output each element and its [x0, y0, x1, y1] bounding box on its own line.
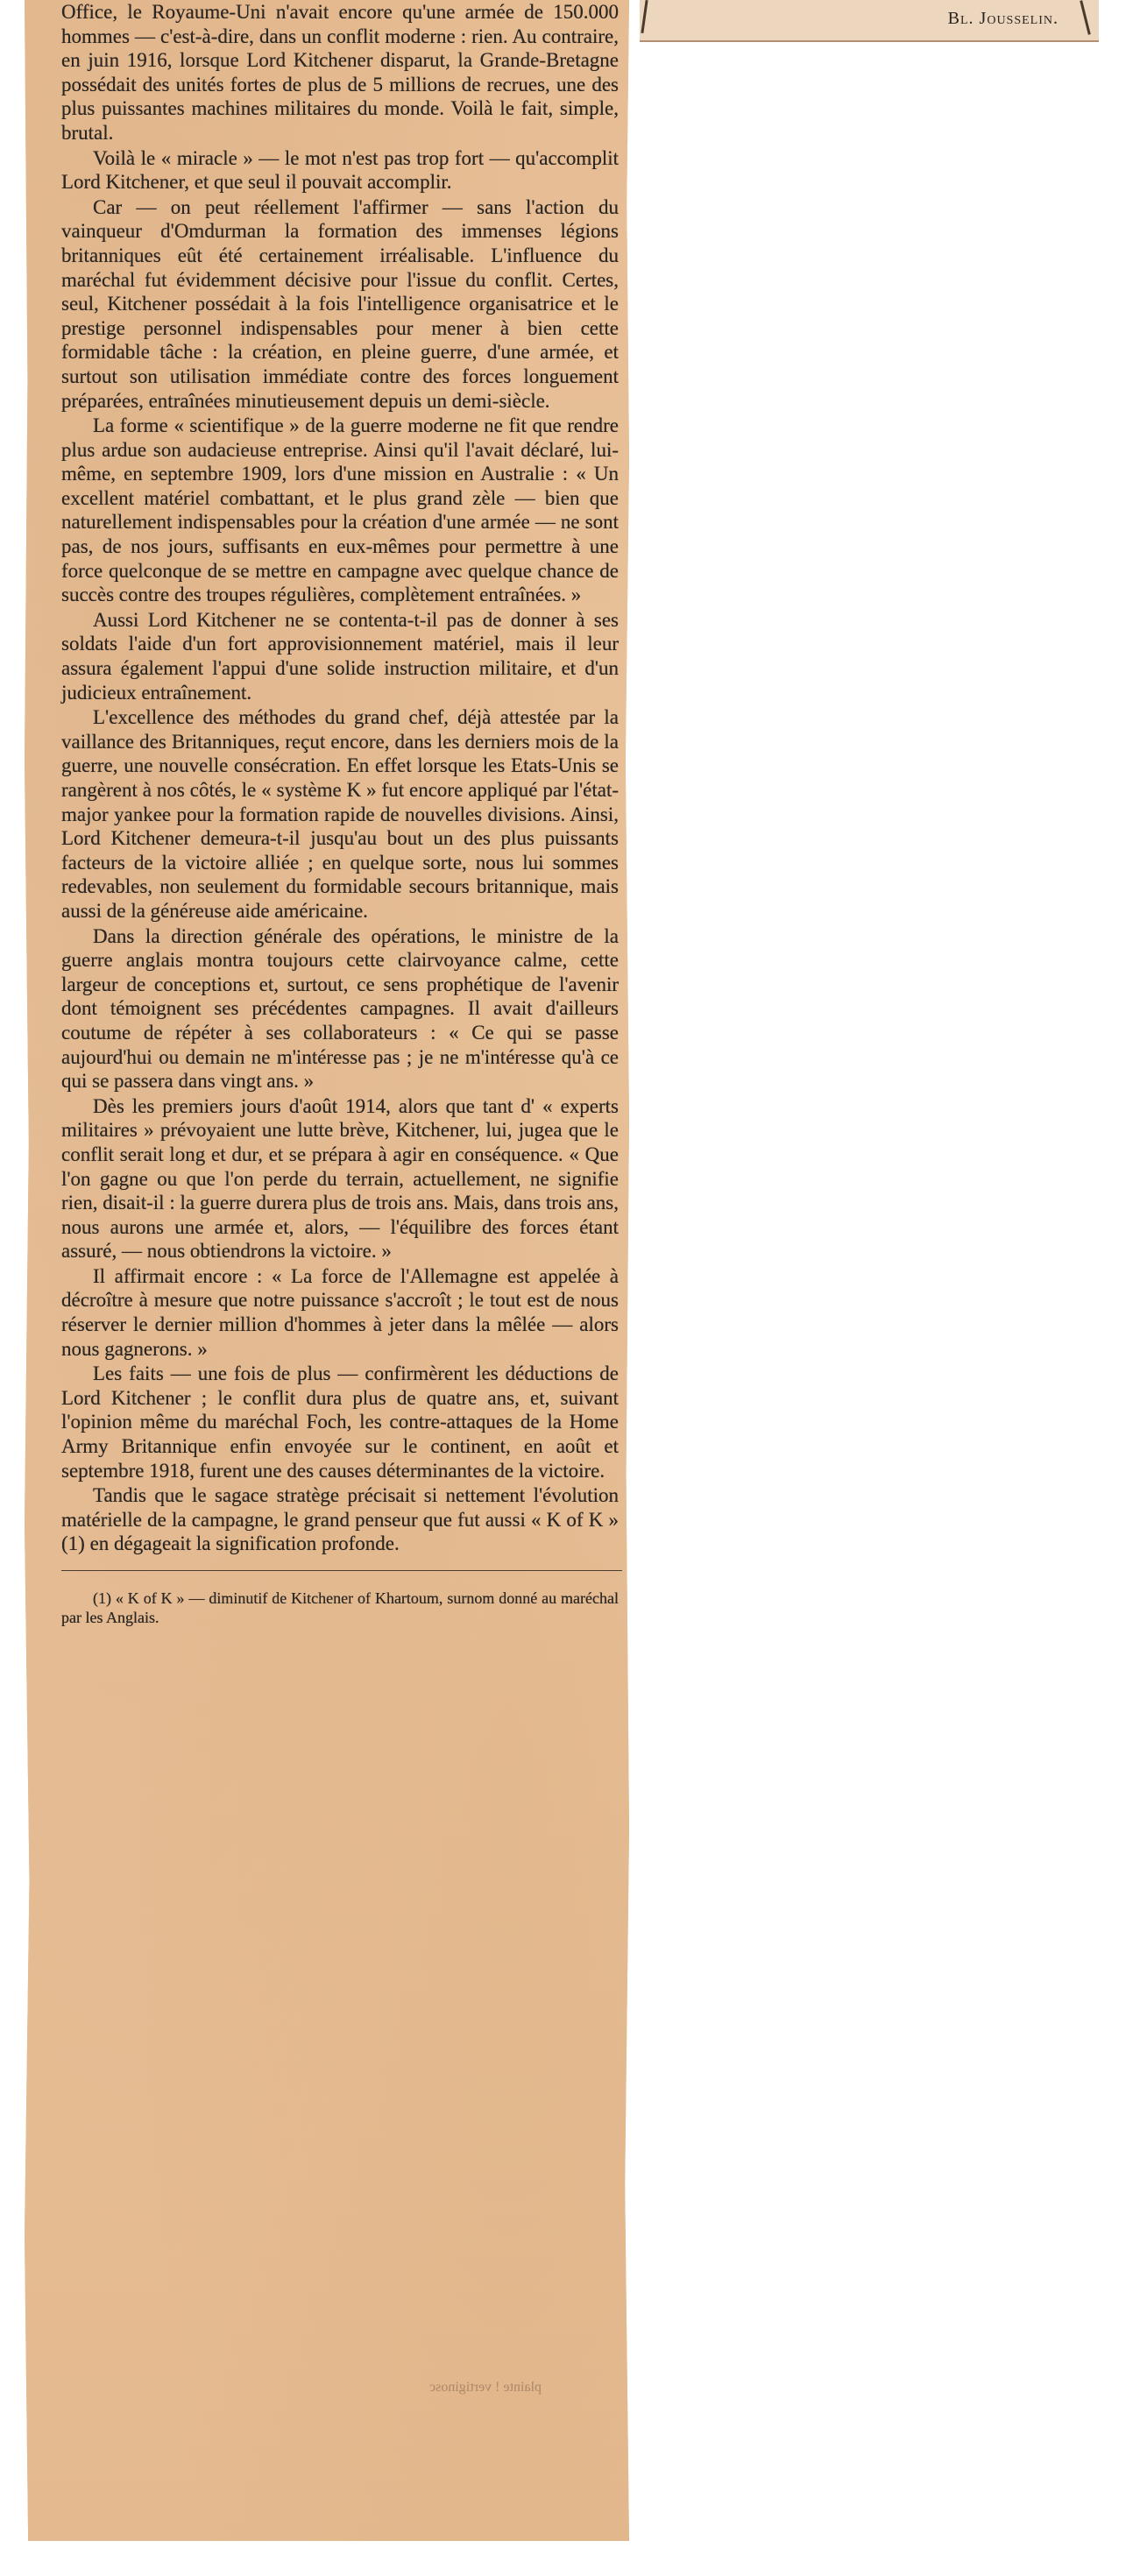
fold-mark	[1080, 0, 1091, 35]
author-signature: Bl. Jousselin.	[947, 9, 1059, 28]
footnote: (1) « K of K » — diminutif de Kitchener of Khartoum, surnom donné au maréchal par les Anglais.	[61, 1589, 619, 1626]
article-paragraph: Tandis que le sagace stratège précisait si nettement l'évolution matérielle de la campagne, le grand penseur que fut aussi « K of K » (1) en dégageait la signification profonde.	[61, 1484, 619, 1555]
article-paragraph: Il affirmait encore : « La force de l'Allemagne est appelée à décroître à mesure que notre puissance s'accroît ; le tout est de nous réserver le dernier million d'hommes à jeter dans la mêlée — alors nous gagnerons. »	[61, 1264, 619, 1360]
article-paragraph: La forme « scientifique » de la guerre moderne ne fit que rendre plus ardue son audacieuse entreprise. Ainsi qu'il l'avait déclaré, lui-même, en septembre 1909, lors d'une mission en Australie : « Un excellent matériel combattant, et le plus grand zèle — bien que naturellement indispensables pour la création d'une armée — ne sont pas, de nos jours, suffisants en eux-mêmes pour permettre à une force quelconque de se mettre en campagne avec quelque chance de succès contre des troupes régulières, complètement entraînées. »	[61, 414, 619, 606]
bleed-through-text: plainte ! vertiginosc	[429, 2380, 542, 2395]
article-paragraph: Dès les premiers jours d'août 1914, alors que tant d' « experts militaires » prévoyaient une lutte brève, Kitchener, lui, jugea que le conflit serait long et dur, et se prépara à agir en conséquence. « Que l'on gagne ou que l'on perde du terrain, actuellement, ne signifie rien, disait-il : la guerre durera plus de trois ans. Mais, dans trois ans, nous aurons une armée et, alors, — l'équilibre des forces étant assuré, — nous obtiendrons la victoire. »	[61, 1094, 619, 1263]
article-paragraph: Aussi Lord Kitchener ne se contenta-t-il pas de donner à ses soldats l'aide d'un fort approvisionnement matériel, mais il leur assura également l'appui d'une solide instruction militaire, et d'un judicieux entraînement.	[61, 608, 619, 704]
article-paragraph: Car — on peut réellement l'affirmer — sans l'action du vainqueur d'Omdurman la formation des immenses légions britanniques eût été certainement irréalisable. L'influence du maréchal fut évidemment décisive pour l'issue du conflit. Certes, seul, Kitchener possédait à la fois l'intelligence organisatrice et le prestige personnel indispensables pour mener à bien cette formidable tâche : la création, en pleine guerre, d'une armée, et surtout son utilisation immédiate contre des forces longuement préparées, entraînées minutieusement depuis un demi-siècle.	[61, 195, 619, 412]
footnote-divider	[61, 1570, 622, 1571]
article-paragraph: Office, le Royaume-Uni n'avait encore qu'une armée de 150.000 hommes — c'est-à-dire, dans un conflit moderne : rien. Au contraire, en juin 1916, lorsque Lord Kitchener disparut, la Grande-Bretagne possédait des unités fortes de plus de 5 millions de recrues, une des plus puissantes machines militaires du monde. Voilà le fait, simple, brutal.	[61, 1, 619, 144]
article-column	[61, 0, 619, 1627]
article-paragraph: Dans la direction générale des opérations, le ministre de la guerre anglais montra toujours cette clairvoyance calme, cette largeur de conceptions et, surtout, ce sens prophétique de l'avenir dont témoignent ses précédentes campagnes. Il avait d'ailleurs coutume de répéter à ses collaborateurs : « Ce qui se passe aujourd'hui ou demain ne m'intéresse pas ; je ne m'intéresse qu'à ce qui se passera dans vingt ans. »	[61, 924, 619, 1093]
signature-strip	[640, 0, 1099, 42]
article-paragraph: Les faits — une fois de plus — confirmèrent les déductions de Lord Kitchener ; le conflit dura plus de quatre ans, et, suivant l'opinion même du maréchal Foch, les contre-attaques de la Home Army Britannique enfin envoyée sur le continent, en août et septembre 1918, furent une des causes déterminantes de la victoire.	[61, 1362, 619, 1482]
article-paragraph: L'excellence des méthodes du grand chef, déjà attestée par la vaillance des Britanniques, reçut encore, dans les derniers mois de la guerre, une nouvelle consécration. En effet lorsque les Etats-Unis se rangèrent à nos côtés, le « système K » fut encore appliqué par l'état-major yankee pour la formation rapide de nouvelles divisions. Ainsi, Lord Kitchener demeura-t-il jusqu'au bout un des plus puissants facteurs de la victoire alliée ; en quelque sorte, nous lui sommes redevables, non seulement du formidable secours britannique, mais aussi de la généreuse aide américaine.	[61, 706, 619, 922]
article-paragraph: Voilà le « miracle » — le mot n'est pas trop fort — qu'accomplit Lord Kitchener, et que seul il pouvait accomplir.	[61, 146, 619, 194]
fold-mark	[641, 0, 648, 33]
